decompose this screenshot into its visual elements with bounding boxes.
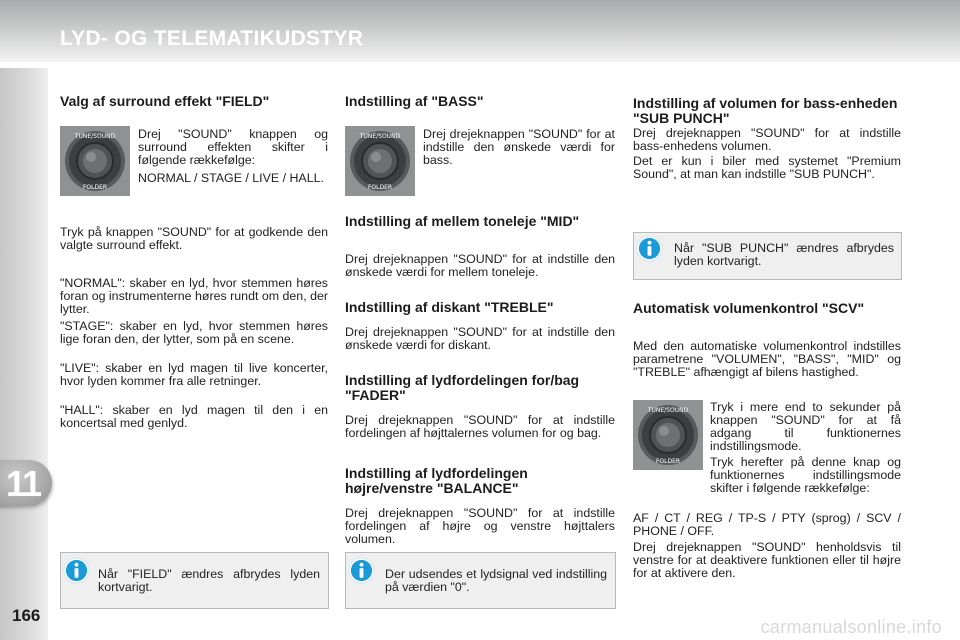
watermark: carmanualsonline.info xyxy=(760,617,942,637)
info-text-field: Når "FIELD" ændres afbrydes lyden kortvarigt. xyxy=(98,567,320,594)
info-text-balance: Der udsendes et lydsignal ved indstilling på værdien "0". xyxy=(385,567,607,594)
scv-sequence-text: AF / CT / REG / TP-S / PTY (sprog) / SCV / PHONE / OFF. xyxy=(633,511,901,538)
bass-text: Drej drejeknappen "SOUND" for at indstille den ønskede værdi for bass. xyxy=(423,127,615,167)
field-confirm-text: Tryk på knappen "SOUND" for at godkende den valgte surround effekt. xyxy=(60,225,328,252)
page-title: LYD- OG TELEMATIKUDSTYR xyxy=(60,27,364,50)
sound-knob-icon xyxy=(60,126,130,196)
info-icon xyxy=(63,557,90,584)
scv-text-1: Med den automatiske volumenkontrol indstilles parametrene "VOLUMEN", "BASS", "MID" og "TREBLE" afhængigt af bilens hastighed. xyxy=(633,339,901,379)
field-hall-text: "HALL": skaber en lyd magen til den i en koncertsal med genlyd. xyxy=(60,403,328,430)
chapter-number: 11 xyxy=(6,463,41,504)
mid-text: Drej drejeknappen "SOUND" for at indstille den ønskede værdi for mellem toneleje. xyxy=(345,252,615,279)
info-box-field xyxy=(60,552,329,609)
scv-heading: Automatisk volumenkontrol "SCV" xyxy=(633,300,865,316)
fader-text: Drej drejeknappen "SOUND" for at indstille fordelingen af højttalernes volumen for og bag. xyxy=(345,413,615,440)
field-stage-text: "STAGE": skaber en lyd, hvor stemmen høres lige foran den, der lytter, som på en scene. xyxy=(60,319,328,346)
page-number: 166 xyxy=(12,606,41,625)
info-box-balance xyxy=(345,552,616,609)
info-box-sub-punch xyxy=(633,232,902,280)
knob-label-bottom: FOLDER xyxy=(367,184,393,191)
sound-knob-icon xyxy=(633,400,703,470)
scv-knob-text-1: Tryk i mere end to sekunder på knappen "SOUND" for at få adgang til funktionernes indstillingsmode. xyxy=(710,400,901,453)
bass-heading: Indstilling af "BASS" xyxy=(345,93,484,109)
knob-label-top: TUNE/SOUND xyxy=(74,133,116,140)
scv-knob-text-2: Tryk herefter på denne knap og funktionernes indstillingsmode skifter i følgende rækkefølge: xyxy=(710,455,901,495)
balance-text: Drej drejeknappen "SOUND" for at indstille fordelingen af højre og venstre højttalers volumen. xyxy=(345,506,615,546)
fader-heading: Indstilling af lydfordelingen for/bag "FADER" xyxy=(345,372,580,403)
field-knob-text-1: Drej "SOUND" knappen og surround effekten skifter i følgende rækkefølge: xyxy=(138,127,328,167)
mid-heading: Indstilling af mellem toneleje "MID" xyxy=(345,213,580,229)
sound-knob-icon xyxy=(345,126,415,196)
scv-text-3: Drej drejeknappen "SOUND" henholdsvis til venstre for at deaktivere funktionen eller til højre for at aktivere den. xyxy=(633,540,901,580)
treble-text: Drej drejeknappen "SOUND" for at indstille den ønskede værdi for diskant. xyxy=(345,325,615,352)
knob-label-bottom: FOLDER xyxy=(655,458,681,465)
sub-punch-heading: Indstilling af volumen for bass-enheden "SUB PUNCH" xyxy=(633,95,898,126)
info-icon xyxy=(348,557,375,584)
balance-heading: Indstilling af lydfordelingen højre/venstre "BALANCE" xyxy=(345,465,528,496)
field-knob-text-2: NORMAL / STAGE / LIVE / HALL. xyxy=(138,171,324,185)
info-icon xyxy=(636,235,663,262)
knob-label-top: TUNE/SOUND xyxy=(647,407,689,414)
field-live-text: "LIVE": skaber en lyd magen til live koncerter, hvor lyden kommer fra alle retninger. xyxy=(60,361,328,388)
field-heading: Valg af surround effekt "FIELD" xyxy=(60,93,270,109)
info-text-sub-punch: Når "SUB PUNCH" ændres afbrydes lyden kortvarigt. xyxy=(674,241,894,268)
side-band xyxy=(0,68,48,640)
field-normal-text: "NORMAL": skaber en lyd, hvor stemmen høres foran og instrumenterne høres rundt om den, der lytter. xyxy=(60,276,328,316)
sub-punch-text-1: Drej drejeknappen "SOUND" for at indstille bass-enhedens volumen. xyxy=(633,126,901,153)
page-header xyxy=(0,0,960,62)
knob-label-bottom: FOLDER xyxy=(82,184,108,191)
sub-punch-text-2: Det er kun i biler med systemet "Premium Sound", at man kan indstille "SUB PUNCH". xyxy=(633,154,901,181)
chapter-tab xyxy=(0,460,52,506)
knob-label-top: TUNE/SOUND xyxy=(359,133,401,140)
treble-heading: Indstilling af diskant "TREBLE" xyxy=(345,299,554,315)
